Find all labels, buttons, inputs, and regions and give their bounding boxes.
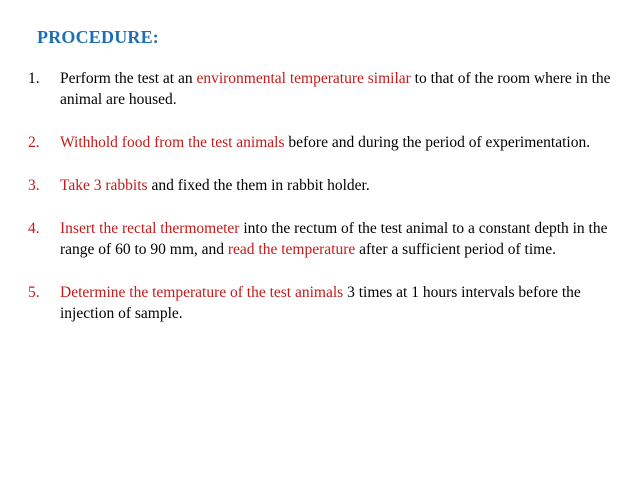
step-number: 2.	[28, 134, 40, 151]
step-text-segment: after a sufficient period of time.	[355, 241, 556, 258]
highlighted-text: Withhold food from the test animals	[60, 134, 285, 151]
procedure-step-2	[28, 132, 613, 153]
highlighted-text: Insert the rectal thermometer	[60, 220, 240, 237]
step-text-segment: before and during the period of experimentation.	[284, 134, 591, 151]
procedure-list	[28, 68, 613, 346]
step-number: 3.	[28, 177, 40, 194]
step-text-segment: Perform the test at an	[60, 70, 197, 87]
step-number: 4.	[28, 220, 40, 237]
highlighted-text: Determine the temperature of the test animals	[60, 284, 344, 301]
procedure-step-3	[28, 175, 613, 196]
highlighted-text: environmental temperature similar	[196, 70, 411, 87]
procedure-step-5	[28, 282, 613, 324]
highlighted-text: Take 3 rabbits	[60, 177, 148, 194]
step-text-segment: and fixed the them in rabbit holder.	[147, 177, 370, 194]
step-text	[60, 68, 613, 110]
step-text	[60, 282, 613, 324]
highlighted-text: read the temperature	[227, 241, 356, 258]
step-text	[60, 218, 613, 260]
page-title: PROCEDURE:	[37, 27, 159, 47]
procedure-step-4	[28, 218, 613, 260]
step-text	[60, 175, 613, 196]
step-number: 5.	[28, 284, 40, 301]
step-text-segment: to that of the room where in the animal are housed.	[60, 70, 611, 108]
step-number: 1.	[28, 70, 40, 87]
step-text	[60, 132, 613, 153]
step-text-segment: 3 times at 1 hours intervals before the injection of sample.	[60, 284, 581, 322]
step-text-segment: into the rectum of the test animal to a constant depth in the range of 60 to 90 mm, and	[60, 220, 608, 258]
procedure-step-1	[28, 68, 613, 110]
